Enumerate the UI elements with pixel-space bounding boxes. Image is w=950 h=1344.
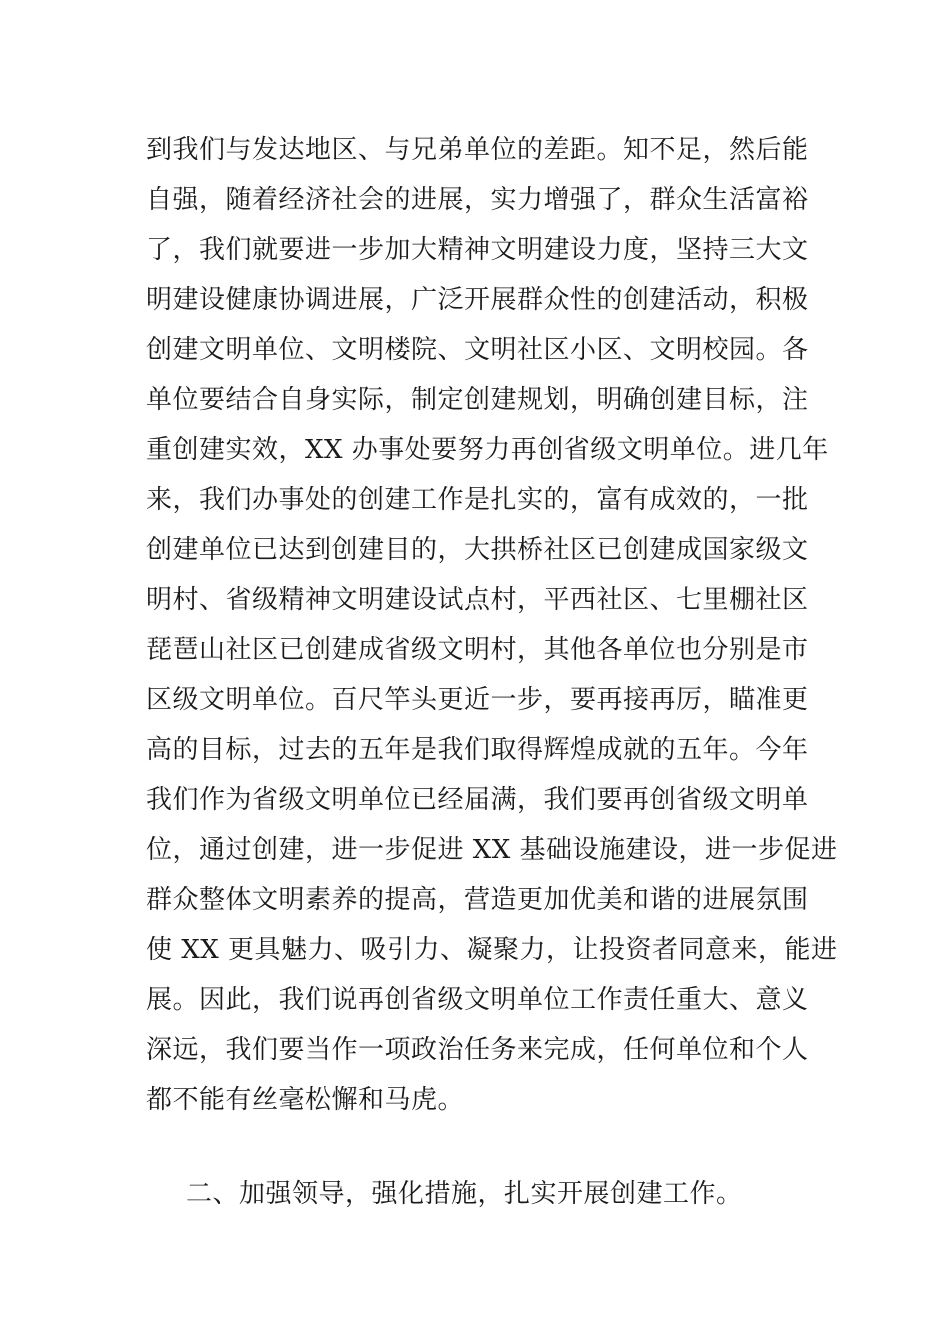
paragraph-line: 区级文明单位。百尺竿头更近一步，要再接再厉，瞄准更 [146, 685, 809, 715]
paragraph-line: 我们作为省级文明单位已经届满，我们要再创省级文明单 [146, 785, 809, 815]
paragraph-line: 创建单位已达到创建目的，大拱桥社区已创建成国家级文 [146, 535, 809, 565]
paragraph-line: 明建设健康协调进展，广泛开展群众性的创建活动，积极 [146, 285, 809, 315]
paragraph-line: 都不能有丝毫松懈和马虎。 [146, 1085, 465, 1115]
paragraph-line: 位，通过创建，进一步促进 XX 基础设施建设，进一步促进 [146, 835, 838, 865]
paragraph-line: 展。因此，我们说再创省级文明单位工作责任重大、意义 [146, 985, 809, 1015]
paragraph-line: 群众整体文明素养的提高，营造更加优美和谐的进展氛围 [146, 885, 809, 915]
paragraph-line: 创建文明单位、文明楼院、文明社区小区、文明校园。各 [146, 335, 809, 365]
paragraph-line: 深远，我们要当作一项政治任务来完成，任何单位和个人 [146, 1035, 809, 1065]
paragraph-line: 单位要结合自身实际，制定创建规划，明确创建目标，注 [146, 385, 809, 415]
paragraph-line: 明村、省级精神文明建设试点村，平西社区、七里棚社区 [146, 585, 809, 615]
paragraph-line: 使 XX 更具魅力、吸引力、凝聚力，让投资者同意来，能进 [146, 935, 838, 965]
paragraph-line: 高的目标，过去的五年是我们取得辉煌成就的五年。今年 [146, 735, 809, 765]
paragraph-line: 来，我们办事处的创建工作是扎实的，富有成效的，一批 [146, 485, 809, 515]
section-heading: 二、加强领导，强化措施，扎实开展创建工作。 [186, 1179, 743, 1209]
paragraph-line: 到我们与发达地区、与兄弟单位的差距。知不足，然后能 [146, 135, 809, 165]
paragraph-line: 自强，随着经济社会的进展，实力增强了，群众生活富裕 [146, 185, 809, 215]
paragraph-line: 了，我们就要进一步加大精神文明建设力度，坚持三大文 [146, 235, 809, 265]
paragraph-line: 重创建实效，XX 办事处要努力再创省级文明单位。进几年 [146, 435, 829, 465]
paragraph-line: 琵琶山社区已创建成省级文明村，其他各单位也分别是市 [146, 635, 809, 665]
